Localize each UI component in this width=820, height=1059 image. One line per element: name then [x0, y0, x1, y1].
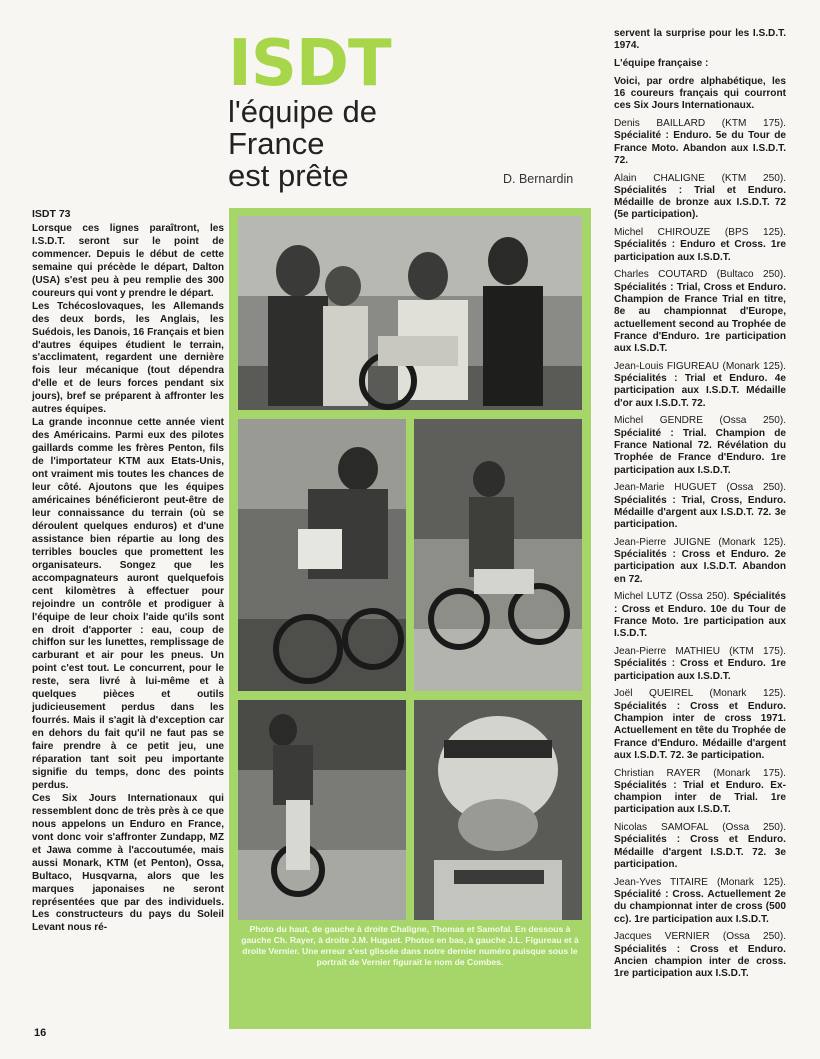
rider-entry [614, 646, 786, 683]
rider-entry [614, 688, 786, 762]
photo-caption: Photo du haut, de gauche à droite Chaligne, Thomas et Samofal. En dessous à gauche Ch. Rayer, à droite J.M. Huguet. Photos en bas, à gauche J.L. Figureau et à droite Vernier. Une erreur s'est glissée dans notre dernier numéro puisque sous le portrait de Vernier figurait le nom de Combes. [241, 924, 579, 967]
rider-bike: (Ossa 250). [722, 822, 787, 834]
right-column [614, 28, 786, 986]
intro-paragraph: Voici, par ordre alphabétique, les 16 coureurs français qui courront ces Six Jours Internationaux. [614, 75, 786, 112]
rider-description: Spécialités : Cross et Enduro. Champion inter de cross 1971. Actuellement en tête du Trophée de France d'Enduro. Médaille d'argent aux I.S.D.T. 72. 3e participation. [614, 700, 786, 761]
rider-entry [614, 269, 786, 355]
rider-description: Spécialités : Trial, Cross, Enduro. Médaille d'argent aux I.S.D.T. 72. 3e participation. [614, 494, 786, 531]
rider-name: Nicolas SAMOFAL [614, 822, 723, 834]
rider-description: Spécialité : Trial. Champion de France National 72. Révélation du Trophée de France d'Enduro. 1re participation aux I.S.D.T. [614, 427, 786, 476]
rider-bike: (Ossa 250). [675, 591, 734, 603]
headline-line-3: est prête [228, 158, 349, 193]
rider-name: Jean-Pierre JUIGNE [614, 536, 719, 548]
headline-line-1: l'équipe de [228, 94, 377, 129]
rider-name: Joël QUEIREL [614, 688, 710, 700]
rider-description: Spécialité : Cross. Actuellement 2e du championnat inter de cross (500 cc). 1re participation aux I.S.D.T. [614, 888, 786, 925]
rider-bike: (Monark 125). [722, 360, 786, 372]
rider-bike: (Monark 175). [713, 767, 786, 779]
rider-name: Michel CHIROUZE [614, 227, 725, 239]
headline-line-2: France [228, 126, 325, 161]
rider-bike: (KTM 250). [721, 172, 786, 184]
paragraph: Lorsque ces lignes paraîtront, les I.S.D.T. seront sur le point de commencer. Depuis le début de cette semaine qui précède le départ, Dalton (USA) s'est peu à peu remplie des 300 coureurs qui vont y prendre le départ. [32, 222, 224, 299]
rider-entry [614, 415, 786, 476]
rider-description: Spécialités : Cross et Enduro. 1re participation aux I.S.D.T. [614, 658, 786, 682]
rider-name: Jean-Marie HUGUET [614, 482, 727, 494]
rider-name: Michel GENDRE [614, 415, 720, 427]
rider-description: Spécialités : Enduro et Cross. 1re participation aux I.S.D.T. [614, 239, 786, 263]
rider-description: Spécialités : Cross et Enduro. Ancien champion inter de cross. 1re participation aux I.S.D.T. [614, 943, 786, 980]
subhead: L'équipe française : [614, 57, 709, 69]
rider-name: Jacques VERNIER [614, 931, 723, 943]
paragraph: Ces Six Jours Internationaux qui ressemblent donc de très près à ce que nous appelons un Enduro en France, vont donc voir s'affronter Zundapp, MZ et Jawa comme à l'accoutumée, mais aussi Monark, KTM (et Penton), Ossa, Bultaco, Husqvarna, alors que les marques japonaises ne seront représentées que par des individuels. Les constructeurs du pays du Soleil Levant nous ré- [32, 792, 224, 934]
rider-name: Charles COUTARD [614, 269, 717, 281]
author-byline: D. Bernardin [503, 172, 574, 186]
rider-description: Spécialités : Cross et Enduro. 10e du Tour de France Moto. 1re participation aux I.S.D.T. [614, 591, 786, 640]
rider-bike: (KTM 175). [729, 646, 786, 658]
rider-list [614, 118, 786, 980]
rider-entry [614, 118, 786, 167]
rider-entry [614, 931, 786, 980]
page-number: 16 [34, 1027, 47, 1039]
rider-description: Spécialité : Enduro. 5e du Tour de France Moto. Abandon aux I.S.D.T. 72. [614, 130, 786, 166]
rider-name: Michel LUTZ [614, 591, 676, 603]
rider-description: Spécialités : Trial et Enduro. Ex-champion inter de Trial. 1re participation aux I.S.D.T. [614, 779, 786, 816]
rider-name: Christian RAYER [614, 767, 714, 779]
rider-bike: (BPS 125). [724, 227, 786, 239]
rider-description: Spécialités : Trial, Cross et Enduro. Champion de France Trial en titre, 8e au championnat d'Europe, actuellement second au Trophée de France d'Enduro. 1re participation aux I.S.D.T. [614, 281, 786, 355]
photo-vernier [414, 700, 582, 920]
rider-entry [614, 482, 786, 531]
rider-description: Spécialités : Trial et Enduro. 4e participation aux I.S.D.T. Médaille d'or aux I.S.D.T. 72. [614, 373, 786, 409]
rider-entry [614, 537, 786, 586]
rider-entry [614, 822, 786, 871]
left-column [32, 208, 224, 935]
photo-rayer [238, 419, 406, 691]
headline [228, 96, 378, 192]
rider-name: Jean-Louis FIGUREAU [614, 360, 723, 372]
rider-entry [614, 173, 786, 222]
paragraph: La grande inconnue cette année vient des Américains. Parmi eux des pilotes gaillards comme les frères Penton, fils de l'importateur KTM aux Etats-Unis, ont vraiment mis toutes les chances de leur côté. Ajoutons que les équipes américaines bénéficieront peut-être de leur connaissance du terrain (où se déroulent quelques enduros) et d'une assistance bien répartie au long des terribles boucles que promettent les organisateurs. Songez que les accompagnateurs auront quelquefois cent kilomètres à effectuer pour rejoindre un contrôle et prodiguer à l'équipe de leur choix l'aide qu'ils sont en droit d'apporter : eau, coup de chiffon sur les lunettes, remplissage de carburant et air pour les pneus. Un point c'est tout. Le concurrent, pour le reste, sera livré à lui-même et à quelques pièces et outils judicieusement perdus dans les fourrés. Mais il s'agit là d'exception car en dehors du fait qu'il ne faut pas se faire prendre à ce petit jeu, une réparation tant soit peu importante signifie du temps, donc des points perdus. [32, 417, 224, 791]
rider-bike: (Ossa 250). [719, 415, 786, 427]
paragraph: servent la surprise pour les I.S.D.T. 1974. [614, 28, 786, 52]
rider-name: Alain CHALIGNE [614, 172, 722, 184]
rider-bike: (Monark 125). [718, 536, 786, 548]
rider-entry [614, 591, 786, 640]
paragraph: Les Tchécoslovaques, les Allemands des deux bords, les Anglais, les Suédois, les Danois, 16 Français et bien d'autres équipes étudient le terrain, s'acclimatent, regardent une dernière fois leur mécanique (tout dépendra d'elle et de leurs forces pendant six jours), bref se préparent à affronter les autres équipes. [32, 300, 224, 416]
rider-name: Jean-Pierre MATHIEU [614, 646, 730, 658]
rider-entry [614, 227, 786, 264]
rider-name: Jean-Yves TITAIRE [614, 876, 717, 888]
photo-team-group [238, 216, 582, 410]
rider-bike: (KTM 175). [721, 117, 786, 129]
rider-entry [614, 361, 786, 410]
rider-bike: (Ossa 250). [726, 482, 786, 494]
rider-bike: (Bultaco 250). [716, 269, 786, 281]
rider-description: Spécialités : Cross et Enduro. Médaille d'argent I.S.D.T. 72. 3e participation. [614, 834, 786, 870]
isdt-logo: ISDT [228, 27, 391, 101]
rider-entry [614, 877, 786, 926]
rider-bike: (Ossa 250). [722, 931, 787, 943]
rider-entry [614, 768, 786, 817]
rider-description: Spécialités : Cross et Enduro. 2e participation aux I.S.D.T. Abandon en 72. [614, 549, 786, 585]
photo-huguet [414, 419, 582, 691]
section-heading: ISDT 73 [32, 208, 71, 220]
rider-description: Spécialités : Trial et Enduro. Médaille de bronze aux I.S.D.T. 72 (5e participation). [614, 184, 786, 221]
photo-figureau [238, 700, 406, 920]
rider-bike: (Monark 125). [716, 876, 786, 888]
rider-bike: (Monark 125). [709, 688, 786, 700]
rider-name: Denis BAILLARD [614, 117, 722, 129]
